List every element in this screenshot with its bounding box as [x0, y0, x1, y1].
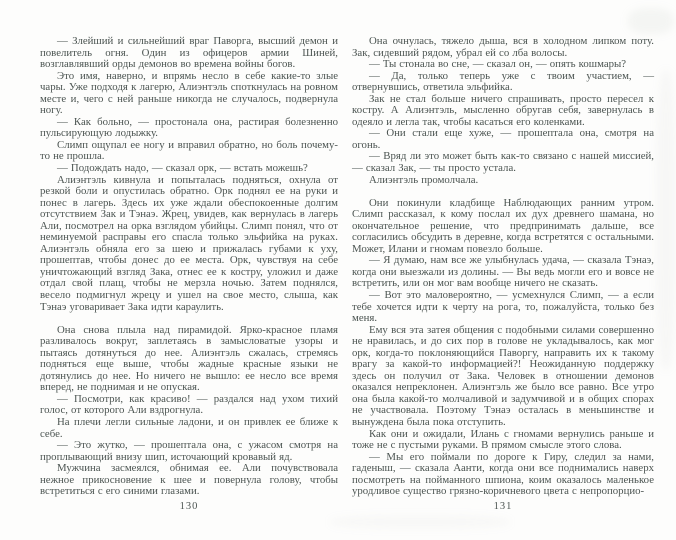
paragraph: Алиэнтэль кивнула и попыталась подняться, охнула от резкой боли и опустилась обратно. Орк поднял ее на руки и понес в лагерь. Здесь их уже ждали обеспокоенные долгим отсутствием Зак и Тэнаэ. Жрец, увидев, как вернулась в лагерь Али, посмотрел на орка взглядом убийцы. Слимп понял, что от неминуемой расправы его спасла только эльфийка на руках. Алиэнтэль обняла его за шею и прижалась губами к уху, прошептав, чтобы донес до ее места. Орк, чувствуя на себе уничтожающий взгляд Зака, отнес ее к костру, уложил и даже отдал свой плащ, чтобы не мерзла ночью. Затем поднялся, весело подмигнул жрецу и ушел на свое место, слыша, как Тэнаэ уговаривает Зака идти караулить.	[40, 173, 338, 313]
page-right-text	[352, 36, 654, 498]
page-left-text	[40, 36, 338, 498]
paragraph: — Они стали еще хуже, — прошептала она, смотря на огонь.	[352, 127, 654, 151]
paragraph: Алиэнтэль промолчала.	[369, 173, 479, 186]
scan-artifact	[628, 8, 674, 34]
paragraph: — Да, только теперь уже с твоим участием, — отвернувшись, ответила эльфийка.	[352, 69, 654, 94]
paragraph: Они покинули кладбище Наблюдающих ранним утром. Слимп рассказал, к кому послал их дух древнего шамана, но окончательное решение, что предпринимать дальше, все согласились обсудить в деревне, когда встретятся с остальными. Может, Илани и гномам повезло больше.	[352, 196, 654, 255]
paragraph: Ему вся эта затея общения с подобными силами совершенно не нравилась, и до сих пор в голове не укладывалось, как мог орк, когда-то поклоняющийся Паворгу, направить их к такому врагу за какой-то информацией?! Неожиданную поддержку здесь он получил от Зака. Человек в отношении демонов оказался непреклонен. Алиэнтэль же было все равно. Все утро она была какой-то молчаливой и задумчивой и в общих спорах не участвовала. Поэтому Тэнаэ осталась в меньшинстве и вынуждена была пока отступить.	[352, 323, 654, 428]
paragraph: — Ты стонала во сне, — сказал он, — опять кошмары?	[369, 58, 627, 71]
scan-artifact	[656, 70, 676, 370]
paragraph: — Вряд ли это может быть как-то связано с нашей миссией, — сказал Зак, — ты просто устала.	[352, 150, 654, 175]
paragraph: — Злейший и сильнейший враг Паворга, высший демон и повелитель огня. Один из офицеров армии Шиней, возглавлявший орды демонов во времена войны богов.	[40, 35, 338, 71]
page-number-left: 130	[179, 501, 199, 512]
paragraph: Это имя, наверно, и впрямь несло в себе какие-то злые чары. Уже подходя к лагерю, Алиэнтэль споткнулась на ровном месте и, чего с ней раньше никогда не случалось, подвернула ногу.	[40, 69, 338, 117]
paragraph: Она снова плыла над пирамидой. Ярко-красное пламя разливалось вокруг, заплетаясь в замысловатые узоры и пытаясь дотянуться до нее. Алиэнтэль сжалась, стремясь подняться еще выше, чтобы жадные красные языки не дотянулись до нее. Но ничего не вышло: ее несло все время вперед, не поднимая и не опуская.	[40, 323, 338, 394]
paragraph: Слимп ощупал ее ногу и вправил обратно, но боль почему-то не прошла.	[40, 138, 338, 163]
scan-artifact	[330, 515, 510, 529]
paragraph: — Вот это маловероятно, — усмехнулся Слимп, — а если тебе хочется идти к черту на рога, то, пожалуйста, только без меня.	[352, 288, 654, 325]
page-number-right: 131	[493, 501, 513, 512]
paragraph: Она очнулась, тяжело дыша, вся в холодном липком поту. Зак, сидевший рядом, убрал ей со лба волосы.	[352, 35, 654, 59]
paragraph: — Подождать надо, — сказал орк, — встать можешь?	[57, 162, 308, 175]
paragraph: Мужчина засмеялся, обнимая ее. Али почувствовала нежное прикосновение к шее и повернула голову, чтобы встретиться с его синими глазами.	[40, 462, 338, 498]
paragraph: Как они и ожидали, Илань с гномами вернулись раньше и тоже не с пустыми руками. В прямом смысле этого слова.	[352, 427, 654, 452]
paragraph: Зак не стал больше ничего спрашивать, просто пересел к костру. А Алиэнтэль, мысленно обругав себя, завернулась в одеяло и легла так, чтобы касаться его коленками.	[352, 92, 654, 128]
paragraph: — Мы его поймали по дороге к Гиру, следил за нами, гаденыш, — сказала Аанти, когда они все поднимались наверх посмотреть на пойманного шпиона, коим оказалось маленькое уродливое существо грязно-коричневого цвета с непропорцио-	[352, 450, 654, 498]
paragraph: — Это жутко, — прошептала она, с ужасом смотря на проплывающий внизу шип, источающий кровавый яд.	[40, 439, 338, 463]
paragraph: — Как больно, — простонала она, растирая болезненно пульсирующую лодыжку.	[40, 115, 338, 140]
paragraph: — Посмотри, как красиво! — раздался над ухом тихий голос, от которого Али вздрогнула.	[40, 392, 338, 417]
paragraph: На плечи легли сильные ладони, и он привлек ее ближе к себе.	[40, 416, 338, 440]
paragraph: — Я думаю, нам все же улыбнулась удача, — сказала Тэнаэ, когда они выезжали из долины. — Вы ведь могли его и вовсе не встретить, или он мог вам вообще ничего не сказать.	[352, 254, 654, 290]
